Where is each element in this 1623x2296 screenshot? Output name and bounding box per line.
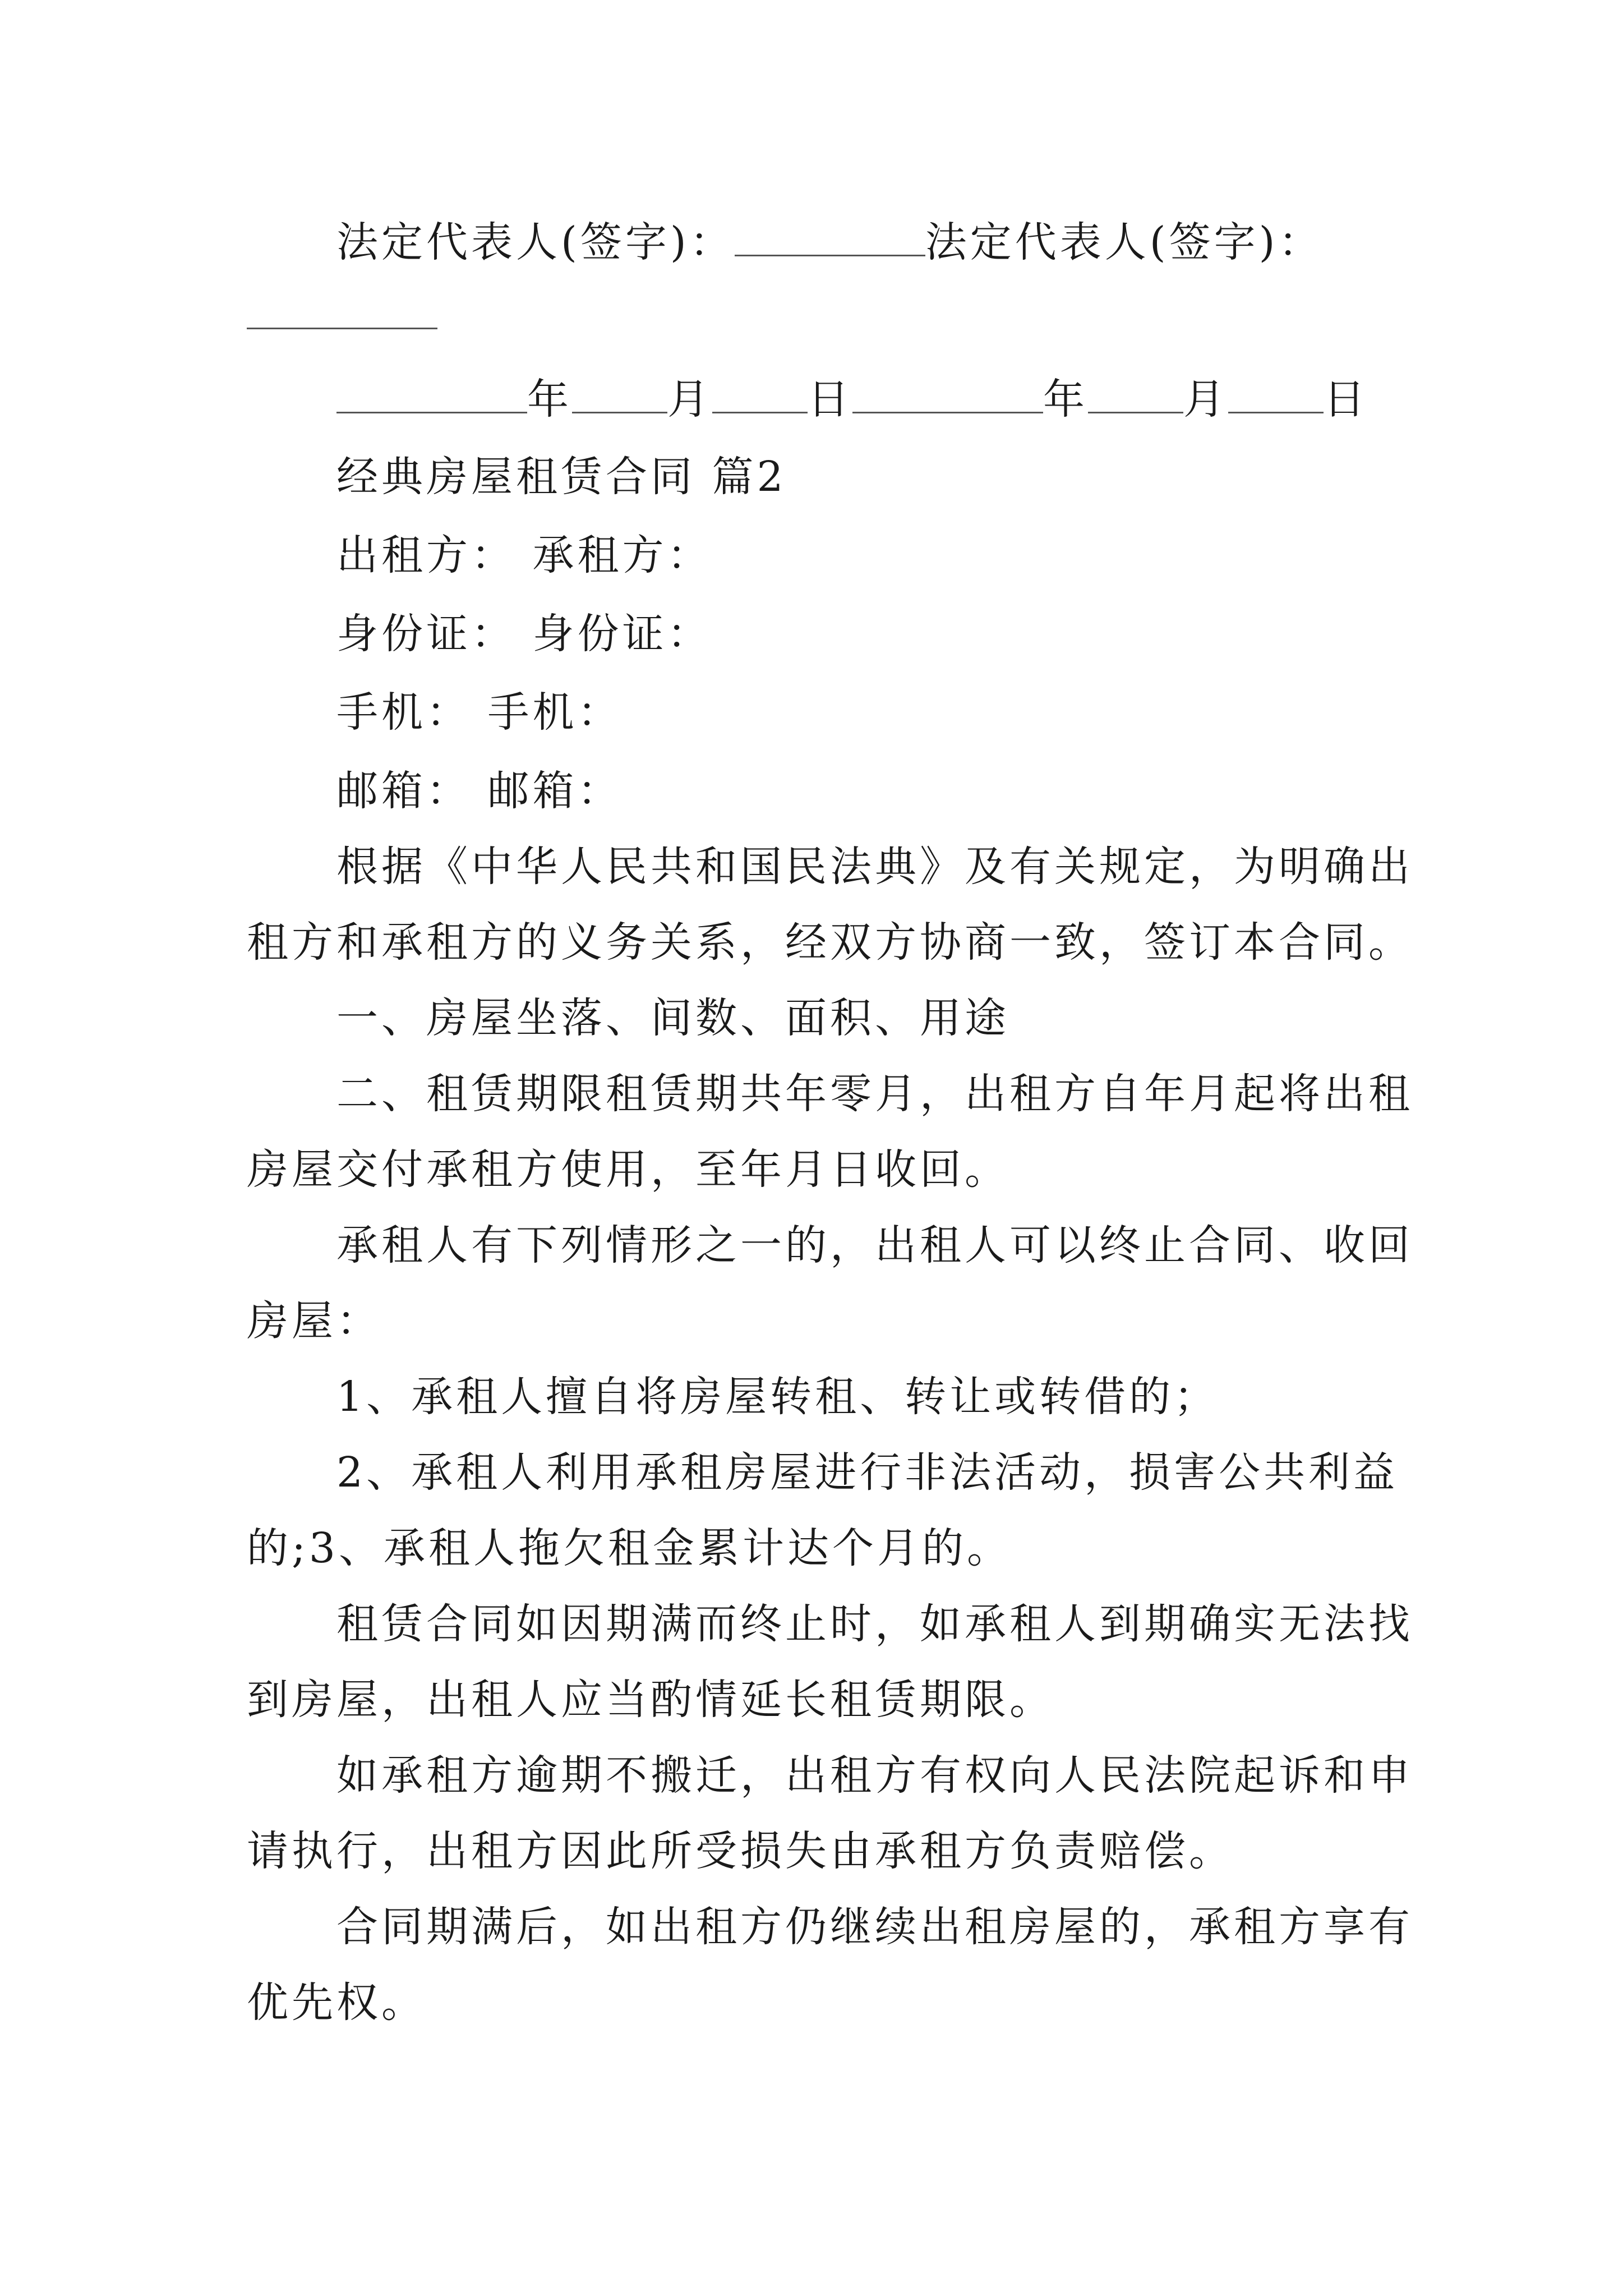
paragraph-line: 的;3、承租人拖欠租金累计达个月的。 bbox=[247, 1524, 1012, 1572]
paragraph-line: 租赁合同如因期满而终止时，如承租人到期确实无法找 bbox=[336, 1600, 1413, 1648]
date-line bbox=[336, 370, 1368, 427]
paragraph-line: 承租人有下列情形之一的，出租人可以终止合同、收回 bbox=[336, 1221, 1413, 1269]
signature-line bbox=[336, 213, 1324, 270]
date-blank-month-a bbox=[572, 370, 667, 413]
signature-continuation bbox=[247, 286, 437, 343]
signature-label-b: 法定代表人(签字)： bbox=[925, 218, 1324, 266]
party-row-lessor: 出租方： 承租方： bbox=[336, 531, 712, 579]
date-day-a: 日 bbox=[808, 375, 852, 424]
signature-blank-b bbox=[247, 286, 437, 329]
paragraph-line: 到房屋，出租人应当酌情延长租赁期限。 bbox=[247, 1676, 1054, 1724]
date-day-b: 日 bbox=[1324, 375, 1368, 424]
date-blank-month-b bbox=[1088, 370, 1183, 413]
date-year-b: 年 bbox=[1043, 375, 1088, 424]
date-month-b: 月 bbox=[1183, 375, 1228, 424]
paragraph-line: 一、房屋坐落、间数、面积、用途 bbox=[336, 994, 1009, 1042]
paragraph-line: 请执行，出租方因此所受损失由承租方负责赔偿。 bbox=[247, 1827, 1234, 1875]
paragraph-line: 房屋交付承租方使用，至年月日收回。 bbox=[247, 1145, 1009, 1194]
paragraph-line: 合同期满后，如出租方仍继续出租房屋的，承租方享有 bbox=[336, 1903, 1413, 1951]
paragraph-line: 1、承租人擅自将房屋转租、转让或转借的； bbox=[336, 1373, 1219, 1421]
date-blank-day-a bbox=[712, 370, 808, 413]
party-row-id: 身份证： 身份证： bbox=[336, 610, 712, 658]
signature-label-a: 法定代表人(签字)： bbox=[336, 218, 735, 266]
date-blank-day-b bbox=[1228, 370, 1324, 413]
paragraph-line: 2、承租人利用承租房屋进行非法活动，损害公共利益 bbox=[336, 1448, 1399, 1497]
paragraph-line: 房屋： bbox=[247, 1297, 381, 1345]
contract-heading: 经典房屋租赁合同 篇2 bbox=[336, 453, 787, 501]
party-row-phone: 手机： 手机： bbox=[336, 688, 623, 737]
date-month-a: 月 bbox=[667, 375, 712, 424]
paragraph-line: 如承租方逾期不搬迁，出租方有权向人民法院起诉和申 bbox=[336, 1751, 1413, 1800]
date-year-a: 年 bbox=[527, 375, 572, 424]
party-row-email: 邮箱： 邮箱： bbox=[336, 767, 623, 815]
paragraph-line: 根据《中华人民共和国民法典》及有关规定，为明确出 bbox=[336, 843, 1413, 891]
paragraph-line: 二、租赁期限租赁期共年零月，出租方自年月起将出租 bbox=[336, 1070, 1413, 1118]
paragraph-line: 租方和承租方的义务关系，经双方协商一致，签订本合同。 bbox=[247, 918, 1413, 967]
signature-blank-a bbox=[735, 213, 925, 256]
paragraph-line: 优先权。 bbox=[247, 1978, 426, 2027]
date-blank-year-b bbox=[852, 370, 1043, 413]
date-blank-year-a bbox=[336, 370, 527, 413]
